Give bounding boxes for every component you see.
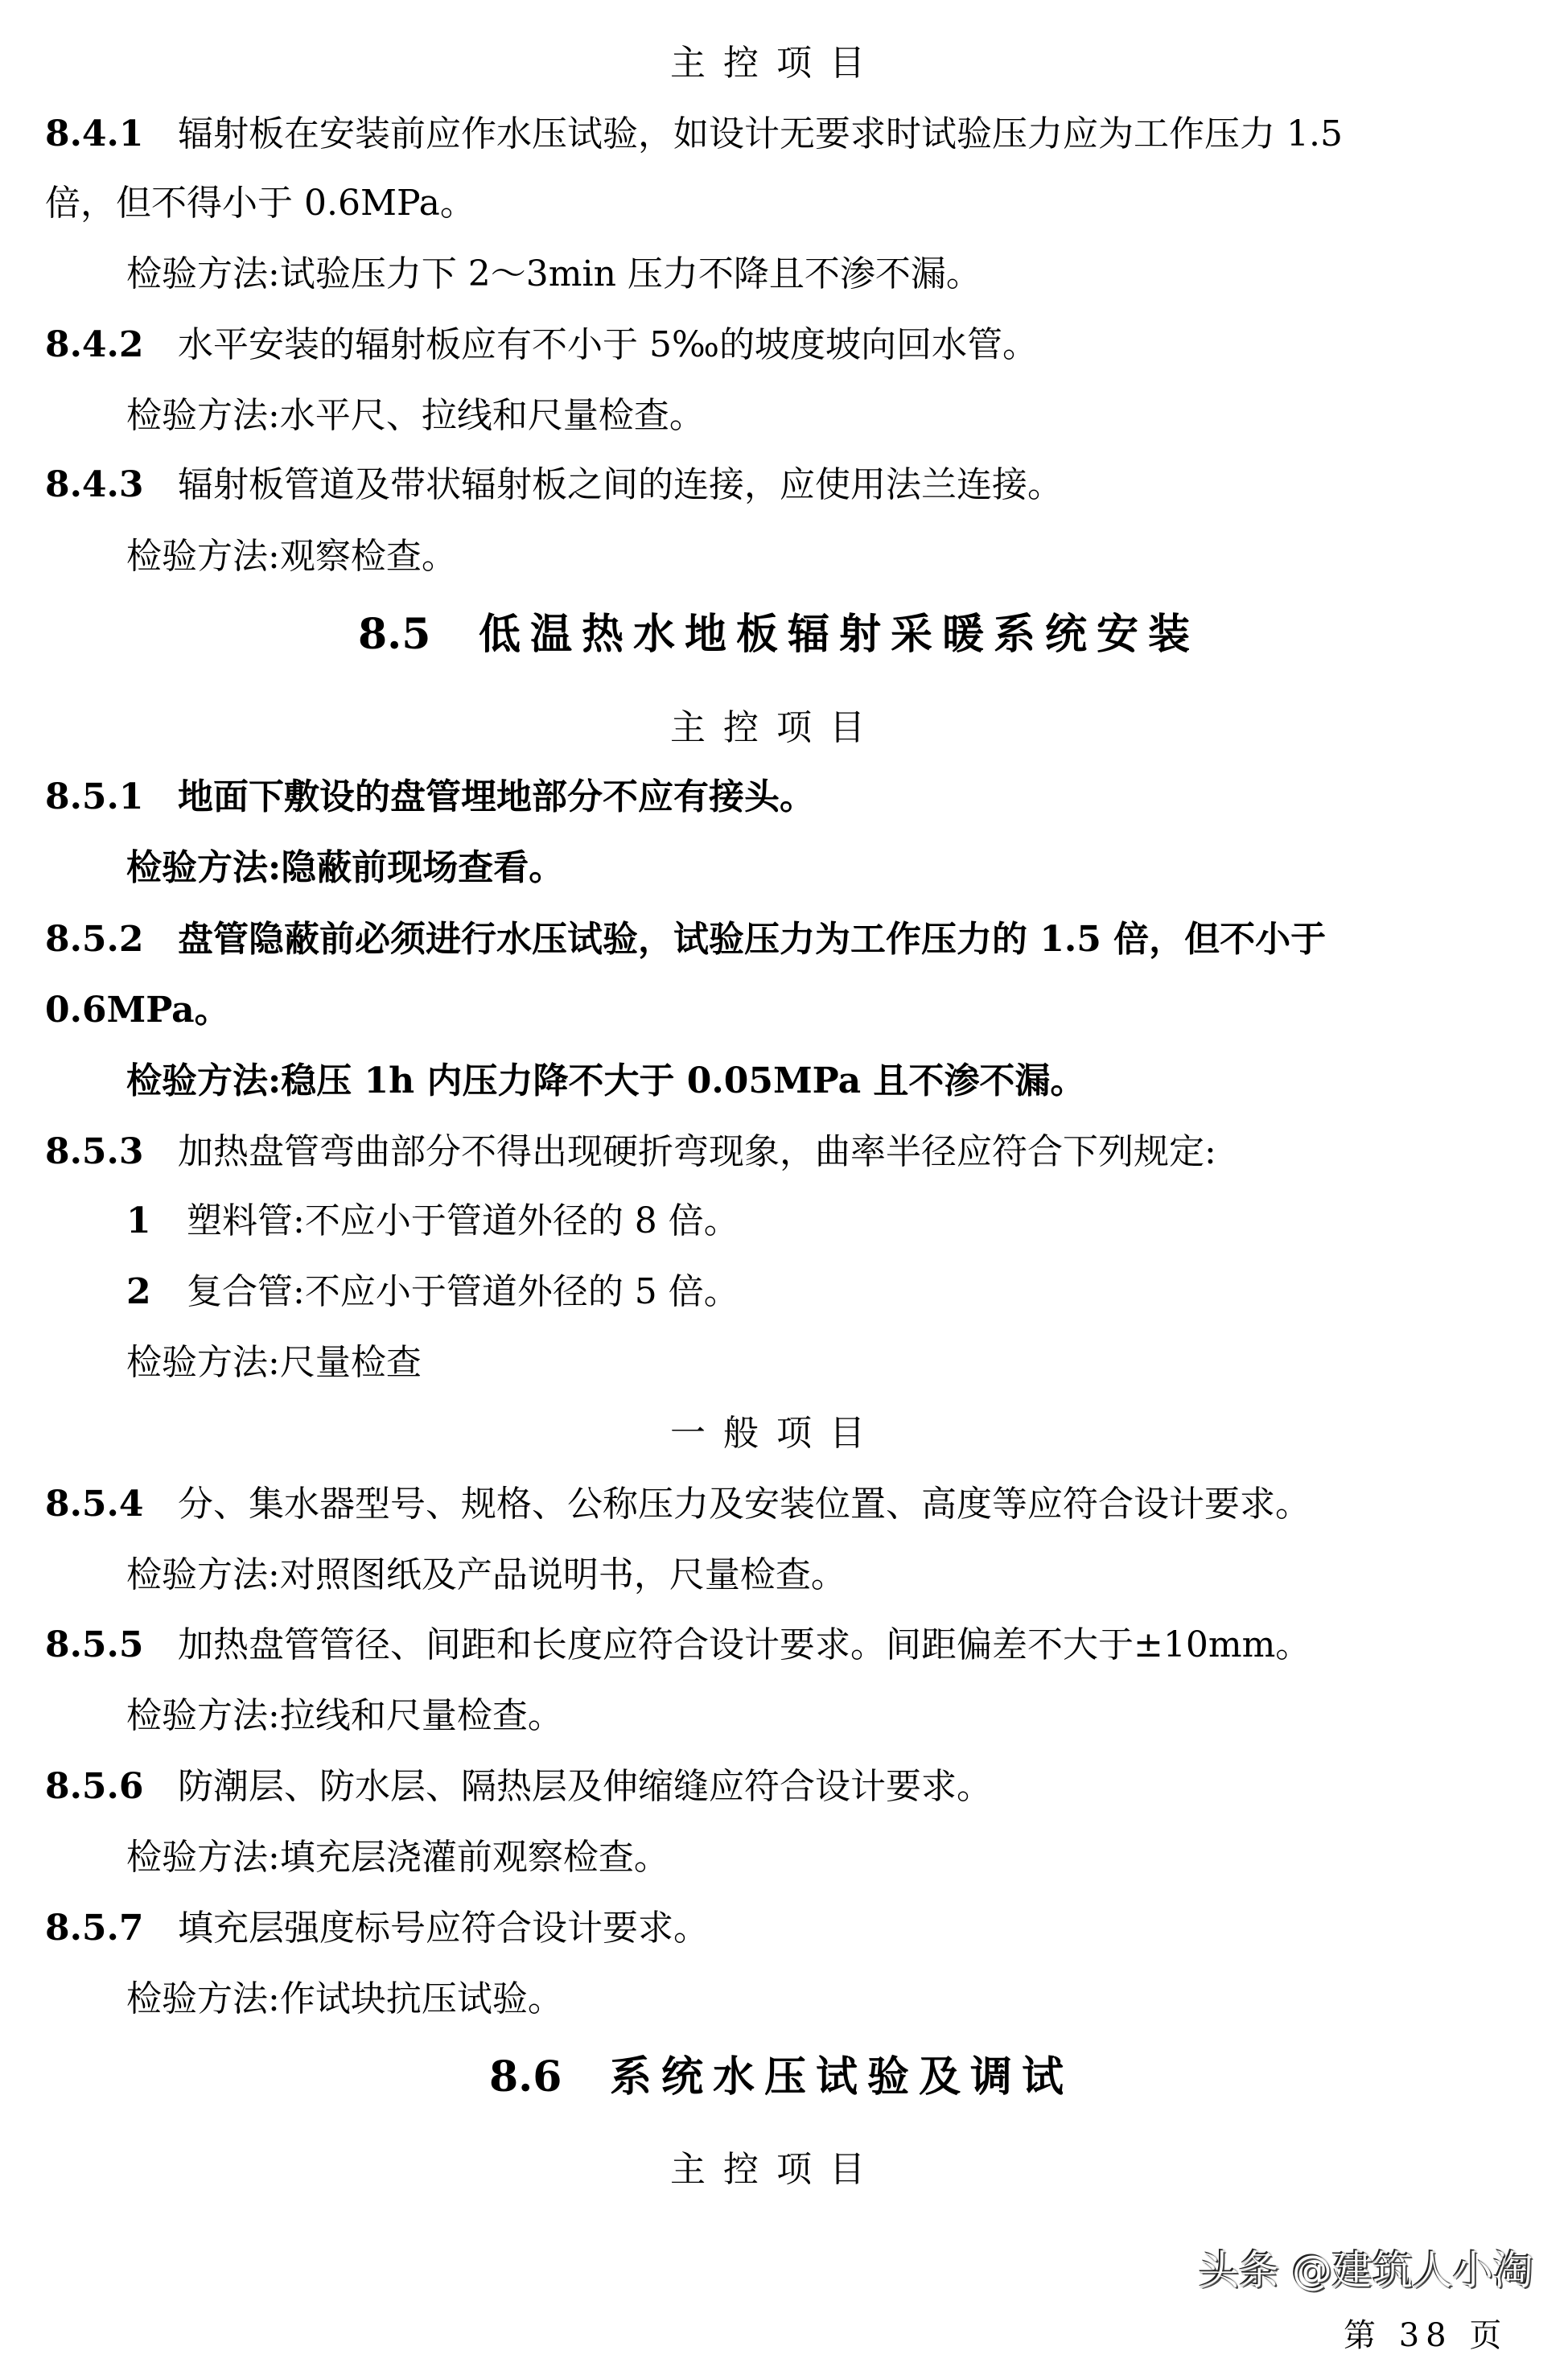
list-item-number: 1 [126, 1200, 151, 1241]
inspection-method: 检验方法:观察检查。 [126, 536, 457, 577]
section-number: 8.6 [489, 2052, 562, 2101]
clause-text: 地面下敷设的盘管埋地部分不应有接头。 [178, 776, 815, 817]
clause-number: 8.5.1 [45, 776, 144, 817]
clause-8-5-5 [45, 1621, 1311, 1669]
subheading-general: 一般项目 [670, 1413, 883, 1454]
clause-text: 分、集水器型号、规格、公称压力及安装位置、高度等应符合设计要求。 [178, 1484, 1311, 1525]
clause-8-5-6 [45, 1763, 992, 1811]
clause-8-5-4 [45, 1480, 1311, 1529]
list-item [126, 1268, 739, 1316]
list-item-text: 复合管:不应小于管道外径的 5 倍。 [187, 1271, 739, 1312]
list-item-text: 塑料管:不应小于管道外径的 8 倍。 [187, 1200, 739, 1241]
subheading-main-control: 主控项目 [670, 707, 883, 748]
inspection-method: 检验方法:水平尺、拉线和尺量检查。 [126, 395, 705, 436]
clause-number: 8.5.2 [45, 919, 144, 960]
clause-text: 加热盘管管径、间距和长度应符合设计要求。间距偏差不大于±10mm。 [178, 1624, 1311, 1665]
clause-number: 8.4.1 [45, 113, 144, 154]
clause-number: 8.5.6 [45, 1766, 144, 1807]
clause-8-5-3 [45, 1128, 1216, 1176]
clause-8-4-3 [45, 461, 1063, 509]
clause-text: 防潮层、防水层、隔热层及伸缩缝应符合设计要求。 [178, 1766, 992, 1807]
subheading-main-control: 主控项目 [670, 43, 883, 84]
clause-number: 8.5.3 [45, 1131, 144, 1172]
clause-text: 盘管隐蔽前必须进行水压试验，试验压力为工作压力的 1.5 倍，但不小于 [178, 919, 1327, 960]
clause-number: 8.5.5 [45, 1624, 144, 1665]
section-title: 低温热水地板辐射采暖系统安装 [479, 610, 1200, 659]
watermark: 头条 @建筑人小淘 [1199, 2247, 1533, 2294]
list-item-number: 2 [126, 1271, 151, 1312]
clause-text: 辐射板管道及带状辐射板之间的连接，应使用法兰连接。 [178, 464, 1063, 505]
inspection-method: 检验方法:隐蔽前现场查看。 [126, 847, 565, 888]
clause-number: 8.5.4 [45, 1484, 144, 1525]
clause-text: 辐射板在安装前应作水压试验，如设计无要求时试验压力应为工作压力 1.5 [178, 113, 1343, 154]
section-heading-8-5 [358, 609, 1200, 661]
section-number: 8.5 [358, 610, 431, 659]
list-item [126, 1197, 739, 1245]
clause-8-4-1-cont: 倍，但不得小于 0.6MPa。 [45, 183, 475, 224]
subheading-main-control: 主控项目 [670, 2149, 883, 2190]
clause-text: 加热盘管弯曲部分不得出现硬折弯现象，曲率半径应符合下列规定: [178, 1131, 1216, 1172]
clause-8-5-2-cont: 0.6MPa。 [45, 990, 230, 1031]
section-title: 系统水压试验及调试 [610, 2052, 1074, 2101]
clause-number: 8.4.2 [45, 324, 144, 365]
inspection-method: 检验方法:试验压力下 2～3min 压力不降且不渗不漏。 [126, 253, 982, 294]
clause-8-5-7 [45, 1904, 709, 1953]
inspection-method: 检验方法:对照图纸及产品说明书，尺量检查。 [126, 1554, 846, 1595]
inspection-method: 检验方法:填充层浇灌前观察检查。 [126, 1837, 669, 1878]
inspection-method: 检验方法:稳压 1h 内压力降不大于 0.05MPa 且不渗不漏。 [126, 1060, 1086, 1101]
section-heading-8-6 [489, 2052, 1073, 2103]
clause-number: 8.4.3 [45, 464, 144, 505]
clause-8-4-2 [45, 321, 1038, 369]
page-number: 第 38 页 [1344, 2317, 1508, 2354]
clause-8-5-2 [45, 916, 1326, 964]
inspection-method: 检验方法:拉线和尺量检查。 [126, 1695, 563, 1736]
inspection-method: 检验方法:尺量检查 [126, 1342, 422, 1383]
clause-8-4-1 [45, 110, 1343, 158]
clause-number: 8.5.7 [45, 1908, 144, 1949]
inspection-method: 检验方法:作试块抗压试验。 [126, 1978, 563, 2019]
clause-text: 水平安装的辐射板应有不小于 5‰的坡度坡向回水管。 [178, 324, 1039, 365]
clause-text: 填充层强度标号应符合设计要求。 [178, 1908, 709, 1949]
clause-8-5-1 [45, 773, 815, 821]
